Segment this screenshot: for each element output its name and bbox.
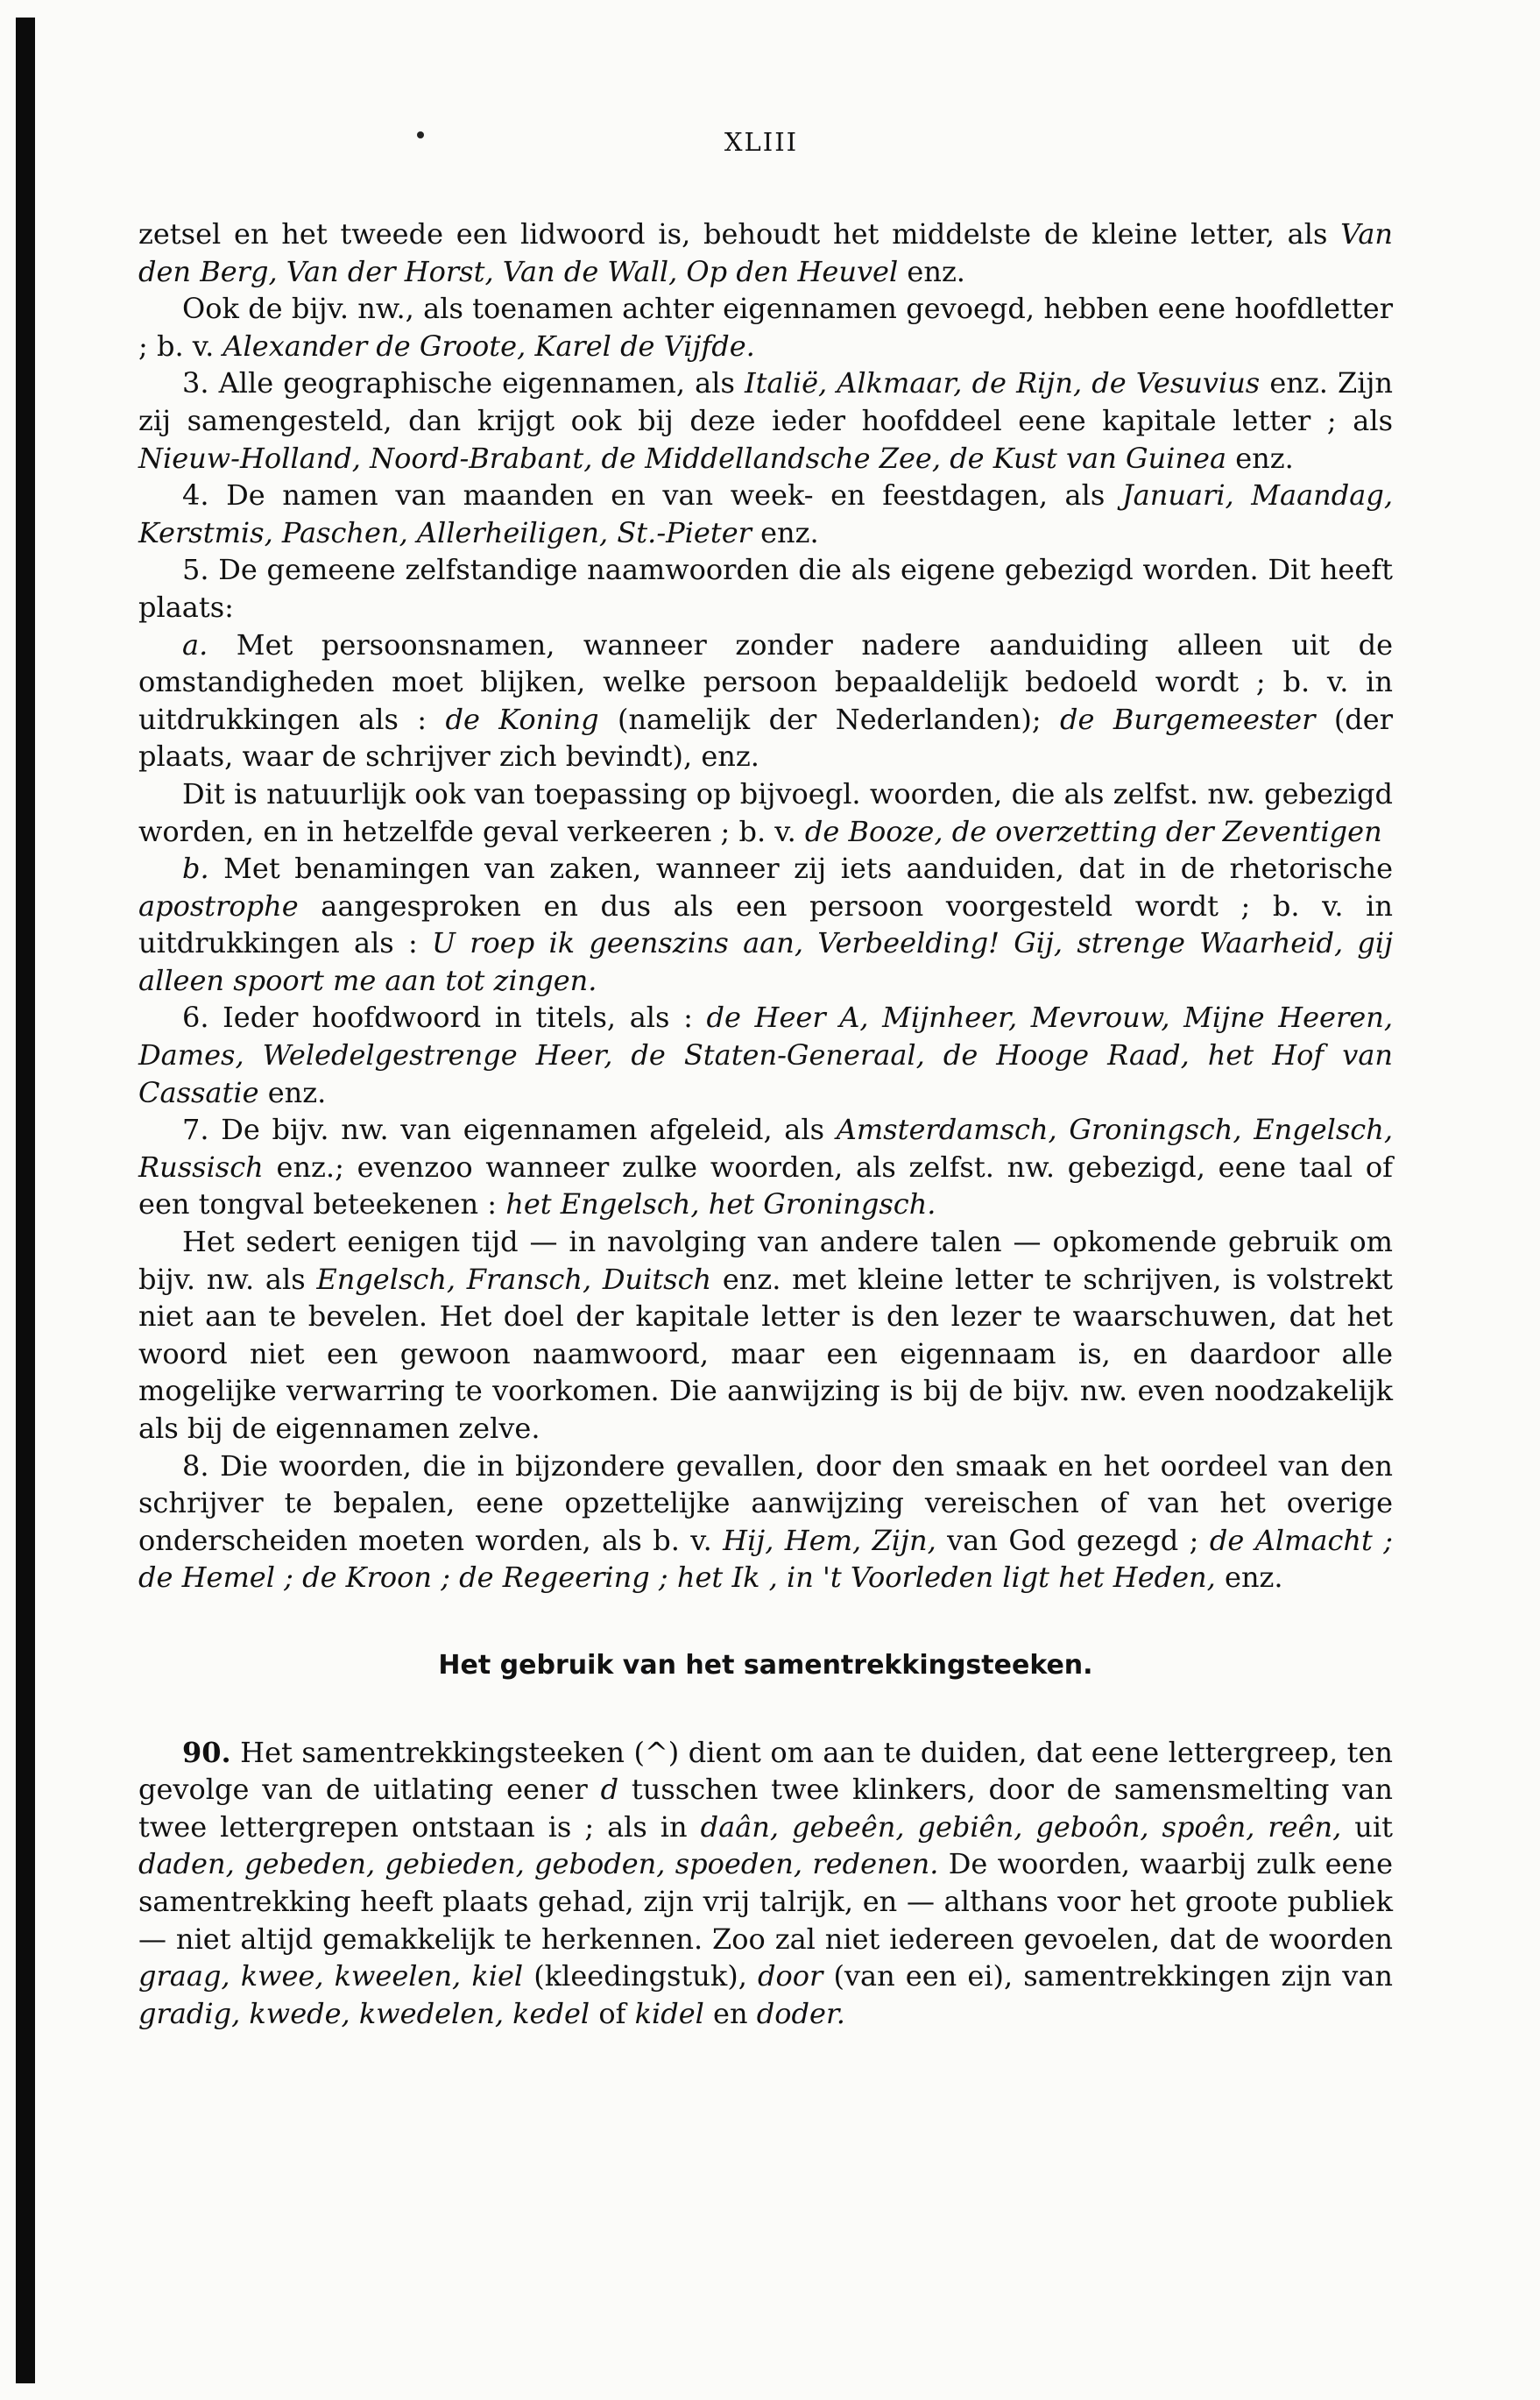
body-text (138, 216, 1393, 2032)
paragraph: 5. De gemeene zelfstandige naamwoorden die als eigene gebezigd worden. Dit heeft plaats: (138, 553, 1393, 624)
paragraph: 6. Ieder hoofdwoord in titels, als : de Heer A, Mijnheer, Mevrouw, Mijne Heeren, Dames, Weledelgestrenge Heer, de Staten-Generaal, de Hooge Raad, het Hof van Cassatie enz. (138, 1001, 1394, 1109)
paragraph: zetsel en het tweede een lidwoord is, behoudt het middelste de kleine letter, als Van den Berg, Van der Horst, Van de Wall, Op den Heuvel enz. (138, 217, 1393, 288)
section-number: 90. (182, 1735, 231, 1769)
section-text: Het samentrekkingsteeken (^) dient om aan te duiden, dat eene lettergreep, ten gevolge van de uitlating eener d tusschen twee klinkers, door de samensmelting van twee lettergrepen ontstaan is ; als in daân, gebeên, gebiên, geboôn, spoên, reên, uit daden, gebeden, gebieden, geboden, spoeden, redenen. De woorden, waarbij zulk eene samentrekking heeft plaats gehad, zijn vrij talrijk, en — althans voor het groote publiek — niet altijd gemakkelijk te herkennen. Zoo zal niet iedereen gevoelen, dat de woorden graag, kwee, kweelen, kiel (kleedingstuk), door (van een ei), samentrekkingen zijn van gradig, kwede, kwedelen, kedel of kidel en doder. (138, 1735, 1394, 2030)
paragraph: 4. De namen van maanden en van week- en feestdagen, als Januari, Maandag, Kerstmis, Paschen, Allerheiligen, St.-Pieter enz. (138, 478, 1394, 549)
paragraph: b. Met benamingen van zaken, wanneer zij iets aanduiden, dat in de rhetorische apostrophe aangesproken en dus als een persoon voorgesteld wordt ; b. v. in uitdrukkingen als : U roep ik geenszins aan, Verbeelding! Gij, strenge Waarheid, gij alleen spoort me aan tot zingen. (138, 852, 1394, 997)
page-edge-shadow (16, 18, 35, 2383)
page-number: XLIII (724, 127, 799, 157)
paragraph: 8. Die woorden, die in bijzondere gevallen, door den smaak en het oordeel van den schrijver te bepalen, eene opzettelijke aanwijzing vereischen of van het overige onderscheiden moeten worden, als b. v. Hij, Hem, Zijn, van God gezegd ; de Almacht ; de Hemel ; de Kroon ; de Regeering ; het Ik , in 't Voorleden ligt het Heden, enz. (138, 1448, 1394, 1595)
section-heading: Het gebruik van het samentrekkingsteeken. (438, 1649, 1093, 1681)
paragraph: a. Met persoonsnamen, wanneer zonder nadere aanduiding alleen uit de omstandigheden moet blijken, welke persoon bepaaldelijk bedoeld wordt ; b. v. in uitdrukkingen als : de Koning (namelijk der Nederlanden); de Burgemeester (der plaats, waar de schrijver zich bevindt), enz. (138, 627, 1394, 774)
paragraph: Ook de bijv. nw., als toenamen achter eigennamen gevoegd, hebben eene hoofdletter ; b. v. Alexander de Groote, Karel de Vijfde. (138, 292, 1393, 363)
section-paragraph (138, 1734, 1393, 2033)
paragraph: Dit is natuurlijk ook van toepassing op bijvoegl. woorden, die als zelfst. nw. gebezigd worden, en in hetzelfde geval verkeeren ; b. v. de Booze, de overzetting der Zeventigen (138, 776, 1393, 848)
paragraph: Het sedert eenigen tijd — in navolging van andere talen — opkomende gebruik om bijv. nw. als Engelsch, Fransch, Duitsch enz. met kleine letter te schrijven, is volstrekt niet aan te bevelen. Het doel der kapitale letter is den lezer te waarschuwen, dat het woord niet een gewoon naamwoord, maar een eigennaam is, en daardoor alle mogelijke verwarring te voorkomen. Die aanwijzing is bij de bijv. nw. even noodzakelijk als bij de eigennamen zelve. (138, 1225, 1394, 1445)
paragraph: 7. De bijv. nw. van eigennamen afgeleid, als Amsterdamsch, Groningsch, Engelsch, Russisch enz.; evenzoo wanneer zulke woorden, als zelfst. nw. gebezigd, eene taal of een tongval beteekenen : het Engelsch, het Groningsch. (138, 1113, 1394, 1221)
paragraph: 3. Alle geographische eigennamen, als Italië, Alkmaar, de Rijn, de Vesuvius enz. Zijn zij samengesteld, dan krijgt ook bij deze ieder hoofddeel eene kapitale letter ; als Nieuw-Holland, Noord-Brabant, de Middellandsche Zee, de Kust van Guinea enz. (138, 366, 1394, 475)
